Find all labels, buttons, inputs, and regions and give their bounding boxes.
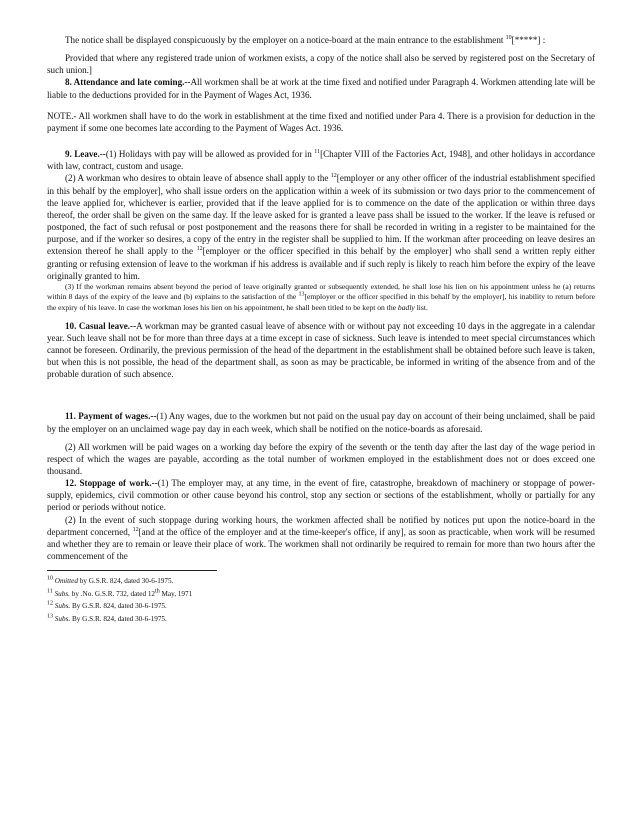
section-heading: 11. Payment of wages.-- <box>65 411 157 422</box>
section-heading: 9. Leave.-- <box>65 149 106 160</box>
section-text: (3) If the workman remains absent beyond the period of leave originally granted or subsequently extended, he shall lose his lien on his appointment unless he (a) returns within 8 days of the expiry of the leave and (b) explains to the satisfaction of the <box>47 281 595 302</box>
notice-text-end: [*****] : <box>511 35 546 45</box>
section-text: (2) A workman who desires to obtain leave of absence shall apply to the <box>65 173 331 184</box>
footnote-ref[interactable]: 12 <box>196 246 203 253</box>
section-heading: 10. Casual leave.-- <box>65 320 137 331</box>
footnote-ref[interactable]: 13 <box>298 291 305 298</box>
section-text: [employer or the officer specified in this behalf by the employer], his inability to return before the expiry of his leave. In case the workman loses his lien on his appointment, he shall been titled to be kept on the <box>47 292 595 312</box>
section-text: (1) Holidays with pay will be allowed as provided for in <box>105 149 315 160</box>
footnote-ref[interactable]: 11 <box>314 149 321 156</box>
note-paragraph: NOTE.- All workmen shall have to do the work in establishment at the time fixed and notified under Para 4. There is a provision for deduction in the payment if some one becomes late according to the Payment of Wages Act. 1936. <box>47 110 595 133</box>
italic-word: badly <box>397 303 415 312</box>
section-8 <box>47 76 595 100</box>
section-12-2 <box>47 514 595 563</box>
section-11-1 <box>47 410 595 434</box>
document-page <box>47 34 595 626</box>
section-text: list. <box>414 303 428 312</box>
section-text: (1) The employer may, at any time, in the event of fire, catastrophe, breakdown of machinery or stoppage of power-supply, epidemics, civil commotion or other cause beyond his control, stop any section or sections of the establishment, wholly or partially for any period or periods without notice. <box>47 478 595 513</box>
footnote-12: $^{12}$ Subs. By G.S.R. 824, dated 30-6-1975. <box>47 601 167 611</box>
section-text: All workmen shall be at work at the time fixed and notified under Paragraph 4. Workmen attending late will be liable to the deductions provided for in the Payment of Wages Act, 1936. <box>47 77 595 100</box>
section-10 <box>47 320 595 381</box>
section-text: [Chapter VIII of the Factories Act, 1948], and other holidays in accordance with law, contract, custom and usage. <box>47 149 596 172</box>
footnote-10: $^{10}$ Omitted by G.S.R. 824, dated 30-6-1975. <box>47 575 174 586</box>
footnote-ref[interactable]: 12 <box>132 526 139 533</box>
section-9-2 <box>47 172 595 281</box>
section-11-2: (2) All workmen will be paid wages on a working day before the expiry of the seventh or the tenth day after the last day of the wage period in respect of which the wages are payable, according as the total number of workmen employed in the establishment does not or does exceed one thousand. <box>47 441 595 476</box>
proviso-paragraph: Provided that where any registered trade union of workmen exists, a copy of the notice shall also be served by registered post on the Secretary of such union.] <box>47 53 595 76</box>
footnote-13: $^{13}$ Subs. By G.S.R. 824, dated 30-6-1975. <box>47 613 167 624</box>
section-text: [employer or the officer specified in this behalf by the employer] who shall send a written reply either granting or refusing extension of leave to the workman if his address is available and if such reply is likely to reach him before the expiry of the leave originally granted to him. <box>47 246 595 281</box>
section-heading: 8. Attendance and late coming.-- <box>65 77 191 88</box>
footnote-11: $^{11}$ Subs. by .No. G.S.R. 732, dated 12th May, 1971 <box>47 588 193 598</box>
section-text: (2) In the event of such stoppage during working hours, the workmen affected shall be notified by notices put upon the notice-board in the department concerned, <box>47 514 595 537</box>
footnote-divider <box>47 570 217 571</box>
section-text: A workman may be granted casual leave of absence with or without pay not exceeding 10 days in the aggregate in a calendar year. Such leave shall not be for more than three days at a time except in case of sickness. Such leave is intended to meet special circumstances which cannot be foreseen. Ordinarily, the previous permission of the head of the department in the establishment shall be obtained before such leave is taken, but when this is not possible, the head of the department shall, as soon as may be practicable, be informed in writing of the absence from and of the probable duration of such absence. <box>47 320 595 380</box>
section-text: (1) Any wages, due to the workmen but not paid on the usual pay day on account of their being unclaimed, shall be paid by the employer on an unclaimed wage pay day in each week, which shall be notified on the notice-boards as aforesaid. <box>47 411 595 434</box>
section-text: [employer or any other officer of the industrial establishment specified in this behalf by the employer], who shall issue orders on the application within a week of its submission or two days prior to the commencement of the leave applied for, whichever is earlier, provided that if the leave applied for is to commence on the date of the application or within three days thereof, the order shall be given on the same day. If the leave asked for is granted a leave pass shall be issued to the worker. If the leave is refused or postponed, the fact of such refusal or post postponement and the reasons there for shall be recorded in writing in a register to be maintained for the purpose, and if the worker so desires, a copy of the entry in the register shall be supplied to him. If the workman after proceeding on leave desires an extension thereof he shall apply to the <box>47 173 596 257</box>
notice-paragraph <box>47 34 595 46</box>
section-text: [and at the office of the employer and at the time-keeper's office, if any], as soon as practicable, when work will be resumed and whether they are to remain or leave their place of work. The workmen shall not ordinarily be required to remain for more than two hours after the commencement of the <box>47 526 595 562</box>
section-12-1 <box>47 477 595 513</box>
section-heading: 12. Stoppage of work.-- <box>65 478 158 489</box>
section-9-1 <box>47 148 595 172</box>
section-9-3 <box>47 282 595 314</box>
footnotes <box>47 575 595 625</box>
footnote-ref[interactable]: 10 <box>505 34 512 41</box>
footnote-ref[interactable]: 12 <box>330 173 337 180</box>
notice-text: The notice shall be displayed conspicuously by the employer on a notice-board at the main entrance to the establishment <box>65 35 506 45</box>
